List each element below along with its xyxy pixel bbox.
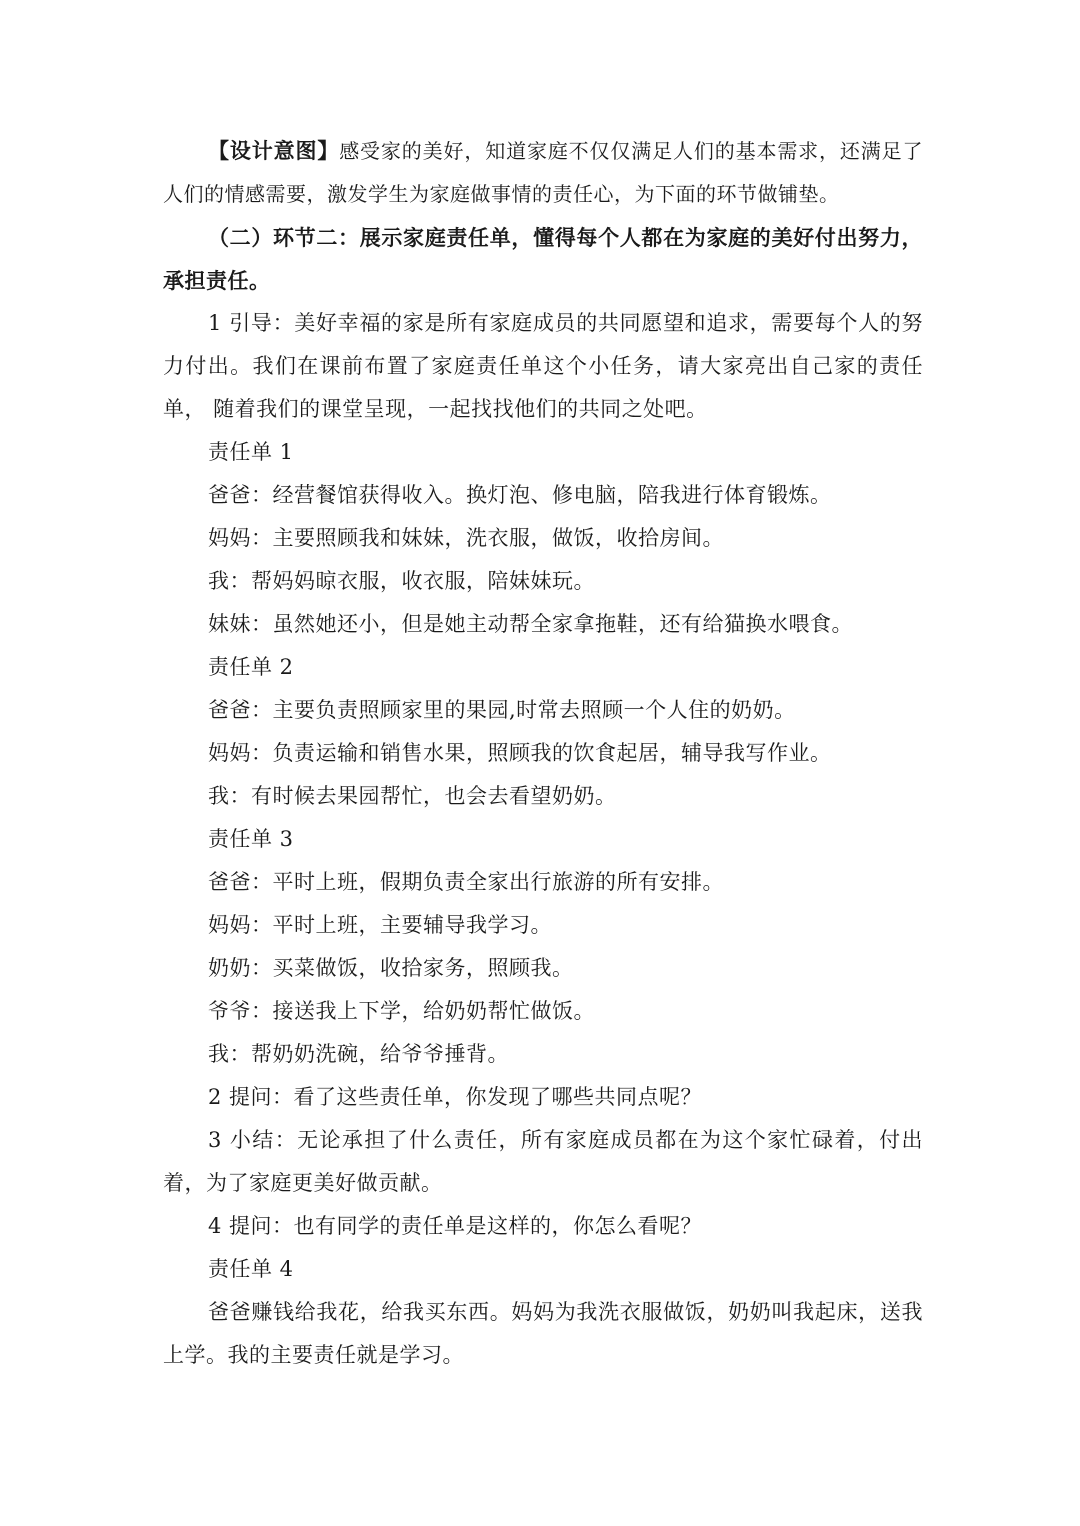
item-3-summary: 3 小结：无论承担了什么责任，所有家庭成员都在为这个家忙碌着，付出着，为了家庭更美好做贡献。 bbox=[163, 1128, 923, 1195]
list-1-line: 我：帮妈妈晾衣服，收衣服，陪妹妹玩。 bbox=[208, 569, 595, 593]
document-body bbox=[163, 129, 923, 1377]
list-1-line: 妈妈：主要照顾我和妹妹，洗衣服，做饭，收拾房间。 bbox=[208, 526, 724, 550]
list-2-line: 爸爸：主要负责照顾家里的果园,时常去照顾一个人住的奶奶。 bbox=[208, 698, 796, 722]
list-4-text: 爸爸赚钱给我花，给我买东西。妈妈为我洗衣服做饭，奶奶叫我起床，送我上学。我的主要责任就是学习。 bbox=[163, 1300, 923, 1367]
list-3-line: 奶奶：买菜做饭，收拾家务，照顾我。 bbox=[208, 956, 574, 980]
item-2-question: 2 提问：看了这些责任单，你发现了哪些共同点呢？ bbox=[208, 1085, 703, 1109]
list-3-line: 我：帮奶奶洗碗，给爷爷捶背。 bbox=[208, 1042, 509, 1066]
list-3-line: 爷爷：接送我上下学，给奶奶帮忙做饭。 bbox=[208, 999, 595, 1023]
list-2-title: 责任单 2 bbox=[208, 655, 294, 679]
list-2-line: 妈妈：负责运输和销售水果，照顾我的饮食起居，辅导我写作业。 bbox=[208, 741, 832, 765]
list-3-line: 爸爸：平时上班，假期负责全家出行旅游的所有安排。 bbox=[208, 870, 724, 894]
list-4-title: 责任单 4 bbox=[208, 1257, 294, 1281]
list-3-title: 责任单 3 bbox=[208, 827, 294, 851]
list-2-line: 我：有时候去果园帮忙，也会去看望奶奶。 bbox=[208, 784, 617, 808]
item-1-guide: 1 引导：美好幸福的家是所有家庭成员的共同愿望和追求，需要每个人的努力付出。我们在课前布置了家庭责任单这个小任务，请大家亮出自己家的责任单， 随着我们的课堂呈现，一起找找他们的共同之处吧。 bbox=[163, 311, 923, 421]
list-1-line: 妹妹：虽然她还小，但是她主动帮全家拿拖鞋，还有给猫换水喂食。 bbox=[208, 612, 853, 636]
list-1-line: 爸爸：经营餐馆获得收入。换灯泡、修电脑，陪我进行体育锻炼。 bbox=[208, 483, 832, 507]
list-3-line: 妈妈：平时上班，主要辅导我学习。 bbox=[208, 913, 552, 937]
list-1-title: 责任单 1 bbox=[208, 440, 294, 464]
design-intent-text: 感受家的美好，知道家庭不仅仅满足人们的基本需求，还满足了人们的情感需要，激发学生为家庭做事情的责任心，为下面的环节做铺垫。 bbox=[163, 139, 924, 206]
item-4-question: 4 提问：也有同学的责任单是这样的，你怎么看呢？ bbox=[208, 1214, 703, 1238]
design-intent-paragraph bbox=[163, 129, 923, 216]
design-intent-label: 【设计意图】 bbox=[208, 138, 340, 163]
section-heading: （二）环节二：展示家庭责任单，懂得每个人都在为家庭的美好付出努力，承担责任。 bbox=[163, 225, 923, 293]
